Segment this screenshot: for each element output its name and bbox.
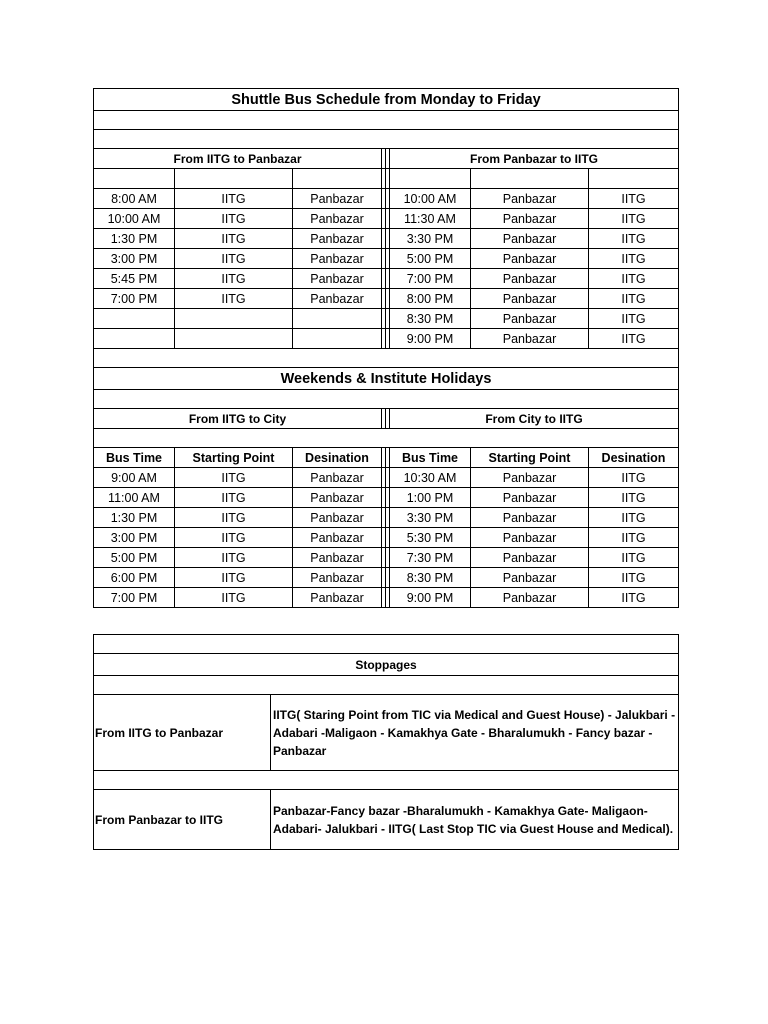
schedule-cell: 6:00 PM <box>94 568 175 588</box>
schedule-cell: 5:00 PM <box>94 548 175 568</box>
schedule-cell: 1:00 PM <box>390 488 471 508</box>
schedule-cell: IITG <box>175 269 293 289</box>
schedule-cell: Panbazar <box>293 588 382 608</box>
empty-cell <box>471 169 589 189</box>
schedule-cell: Panbazar <box>471 468 589 488</box>
schedule-cell: IITG <box>175 588 293 608</box>
schedule-cell: IITG <box>175 189 293 209</box>
schedule-cell: 5:30 PM <box>390 528 471 548</box>
schedule-cell: Panbazar <box>293 209 382 229</box>
schedule-cell: IITG <box>175 229 293 249</box>
route-label: From IITG to Panbazar <box>94 695 271 771</box>
table-row <box>94 588 679 608</box>
table-row <box>94 149 679 169</box>
schedule-cell: IITG <box>589 488 679 508</box>
blank-row <box>94 635 679 654</box>
table-row <box>94 289 679 309</box>
table-row <box>94 508 679 528</box>
table-row <box>94 349 679 368</box>
schedule-cell: 5:00 PM <box>390 249 471 269</box>
table-row <box>94 229 679 249</box>
schedule-cell: Panbazar <box>293 568 382 588</box>
table-row <box>94 269 679 289</box>
route-stops: Panbazar-Fancy bazar -Bharalumukh - Kamakhya Gate- Maligaon-Adabari- Jalukbari - IITG( Last Stop TIC via Guest House and Medical). <box>271 790 679 850</box>
schedule-cell: Panbazar <box>293 249 382 269</box>
schedule-cell: Panbazar <box>293 528 382 548</box>
schedule-cell: Panbazar <box>471 209 589 229</box>
table-row <box>94 488 679 508</box>
schedule-cell: 11:00 AM <box>94 488 175 508</box>
schedule-cell: Panbazar <box>293 269 382 289</box>
schedule-cell: Panbazar <box>471 588 589 608</box>
schedule-cell: IITG <box>589 528 679 548</box>
empty-cell <box>94 169 175 189</box>
table-row <box>94 528 679 548</box>
schedule-cell: 8:30 PM <box>390 568 471 588</box>
schedule-cell: Panbazar <box>471 548 589 568</box>
schedule-cell: Panbazar <box>471 329 589 349</box>
schedule-cell: Panbazar <box>471 289 589 309</box>
empty-cell <box>175 169 293 189</box>
schedule-cell: IITG <box>175 548 293 568</box>
schedule-cell: Panbazar <box>471 488 589 508</box>
schedule-cell: 7:00 PM <box>94 588 175 608</box>
stoppages-title: Stoppages <box>94 654 679 676</box>
schedule-cell: Panbazar <box>471 568 589 588</box>
schedule-cell: Panbazar <box>293 229 382 249</box>
empty-cell <box>589 169 679 189</box>
schedule-cell: IITG <box>175 568 293 588</box>
table-row <box>94 568 679 588</box>
column-header: Desination <box>293 448 382 468</box>
table-row <box>94 329 679 349</box>
schedule-cell: Panbazar <box>471 189 589 209</box>
schedule-cell: IITG <box>589 548 679 568</box>
stoppages-table <box>93 634 679 850</box>
table-row <box>94 429 679 448</box>
schedule-cell: Panbazar <box>293 488 382 508</box>
table-row <box>94 409 679 429</box>
column-header: Desination <box>589 448 679 468</box>
blank-row <box>94 111 679 130</box>
schedule-cell: Panbazar <box>293 189 382 209</box>
schedule-cell: Panbazar <box>471 269 589 289</box>
blank-row <box>94 676 679 695</box>
schedule-cell: 3:30 PM <box>390 508 471 528</box>
empty-cell <box>293 169 382 189</box>
schedule-cell: 10:00 AM <box>94 209 175 229</box>
schedule-cell: IITG <box>175 508 293 528</box>
schedule-cell: Panbazar <box>471 309 589 329</box>
schedule-cell: Panbazar <box>471 229 589 249</box>
schedule-cell: 3:00 PM <box>94 528 175 548</box>
table-row <box>94 169 679 189</box>
schedule-cell: IITG <box>589 568 679 588</box>
table-row <box>94 189 679 209</box>
schedule-cell: IITG <box>589 508 679 528</box>
schedule-cell <box>94 309 175 329</box>
section-title: Shuttle Bus Schedule from Monday to Friday <box>94 89 679 111</box>
blank-row <box>94 771 679 790</box>
column-header: Starting Point <box>471 448 589 468</box>
schedule-table <box>93 88 679 608</box>
blank-row <box>94 390 679 409</box>
table-row <box>94 548 679 568</box>
schedule-cell: 3:30 PM <box>390 229 471 249</box>
schedule-cell: Panbazar <box>293 548 382 568</box>
schedule-cell: 10:00 AM <box>390 189 471 209</box>
schedule-cell: IITG <box>589 289 679 309</box>
table-row <box>94 249 679 269</box>
schedule-cell: IITG <box>589 468 679 488</box>
table-row <box>94 448 679 468</box>
schedule-cell: 7:00 PM <box>94 289 175 309</box>
schedule-cell: 10:30 AM <box>390 468 471 488</box>
schedule-cell: IITG <box>589 229 679 249</box>
schedule-cell <box>94 329 175 349</box>
schedule-cell: 3:00 PM <box>94 249 175 269</box>
column-header: Bus Time <box>390 448 471 468</box>
schedule-cell: 5:45 PM <box>94 269 175 289</box>
column-header: Bus Time <box>94 448 175 468</box>
schedule-cell: IITG <box>175 289 293 309</box>
route-label: From Panbazar to IITG <box>94 790 271 850</box>
table-row <box>94 390 679 409</box>
schedule-cell: Panbazar <box>293 508 382 528</box>
schedule-cell: IITG <box>589 309 679 329</box>
empty-cell <box>390 169 471 189</box>
schedule-cell: Panbazar <box>471 249 589 269</box>
table-row <box>94 209 679 229</box>
section-title: Weekends & Institute Holidays <box>94 368 679 390</box>
table-row <box>94 468 679 488</box>
schedule-cell <box>293 309 382 329</box>
schedule-cell: 9:00 AM <box>94 468 175 488</box>
schedule-cell: IITG <box>589 249 679 269</box>
schedule-cell: 11:30 AM <box>390 209 471 229</box>
schedule-cell: Panbazar <box>471 528 589 548</box>
schedule-cell: Panbazar <box>293 468 382 488</box>
schedule-cell: IITG <box>175 209 293 229</box>
schedule-cell: 9:00 PM <box>390 588 471 608</box>
schedule-cell: 7:00 PM <box>390 269 471 289</box>
schedule-cell: 1:30 PM <box>94 229 175 249</box>
table-row <box>94 130 679 149</box>
schedule-cell: 8:30 PM <box>390 309 471 329</box>
schedule-cell: IITG <box>589 189 679 209</box>
schedule-cell: IITG <box>175 249 293 269</box>
schedule-cell: IITG <box>589 329 679 349</box>
schedule-cell: 8:00 AM <box>94 189 175 209</box>
table-row <box>94 89 679 111</box>
schedule-cell: IITG <box>589 588 679 608</box>
schedule-cell <box>293 329 382 349</box>
direction-heading: From IITG to Panbazar <box>94 149 382 169</box>
schedule-cell <box>175 309 293 329</box>
direction-heading: From Panbazar to IITG <box>390 149 679 169</box>
schedule-cell: Panbazar <box>471 508 589 528</box>
schedule-cell: 7:30 PM <box>390 548 471 568</box>
schedule-cell: 9:00 PM <box>390 329 471 349</box>
direction-heading: From City to IITG <box>390 409 679 429</box>
schedule-cell: 1:30 PM <box>94 508 175 528</box>
schedule-cell: IITG <box>175 488 293 508</box>
schedule-cell: IITG <box>589 209 679 229</box>
table-row <box>94 111 679 130</box>
blank-row <box>94 349 679 368</box>
schedule-cell: 8:00 PM <box>390 289 471 309</box>
schedule-cell <box>175 329 293 349</box>
route-stops: IITG( Staring Point from TIC via Medical and Guest House) - Jalukbari -Adabari -Maligaon - Kamakhya Gate - Bharalumukh - Fancy bazar - Panbazar <box>271 695 679 771</box>
direction-heading: From IITG to City <box>94 409 382 429</box>
blank-row <box>94 429 679 448</box>
schedule-cell: IITG <box>589 269 679 289</box>
schedule-cell: IITG <box>175 468 293 488</box>
column-header: Starting Point <box>175 448 293 468</box>
table-row <box>94 368 679 390</box>
schedule-cell: Panbazar <box>293 289 382 309</box>
blank-row <box>94 130 679 149</box>
schedule-cell: IITG <box>175 528 293 548</box>
table-row <box>94 309 679 329</box>
